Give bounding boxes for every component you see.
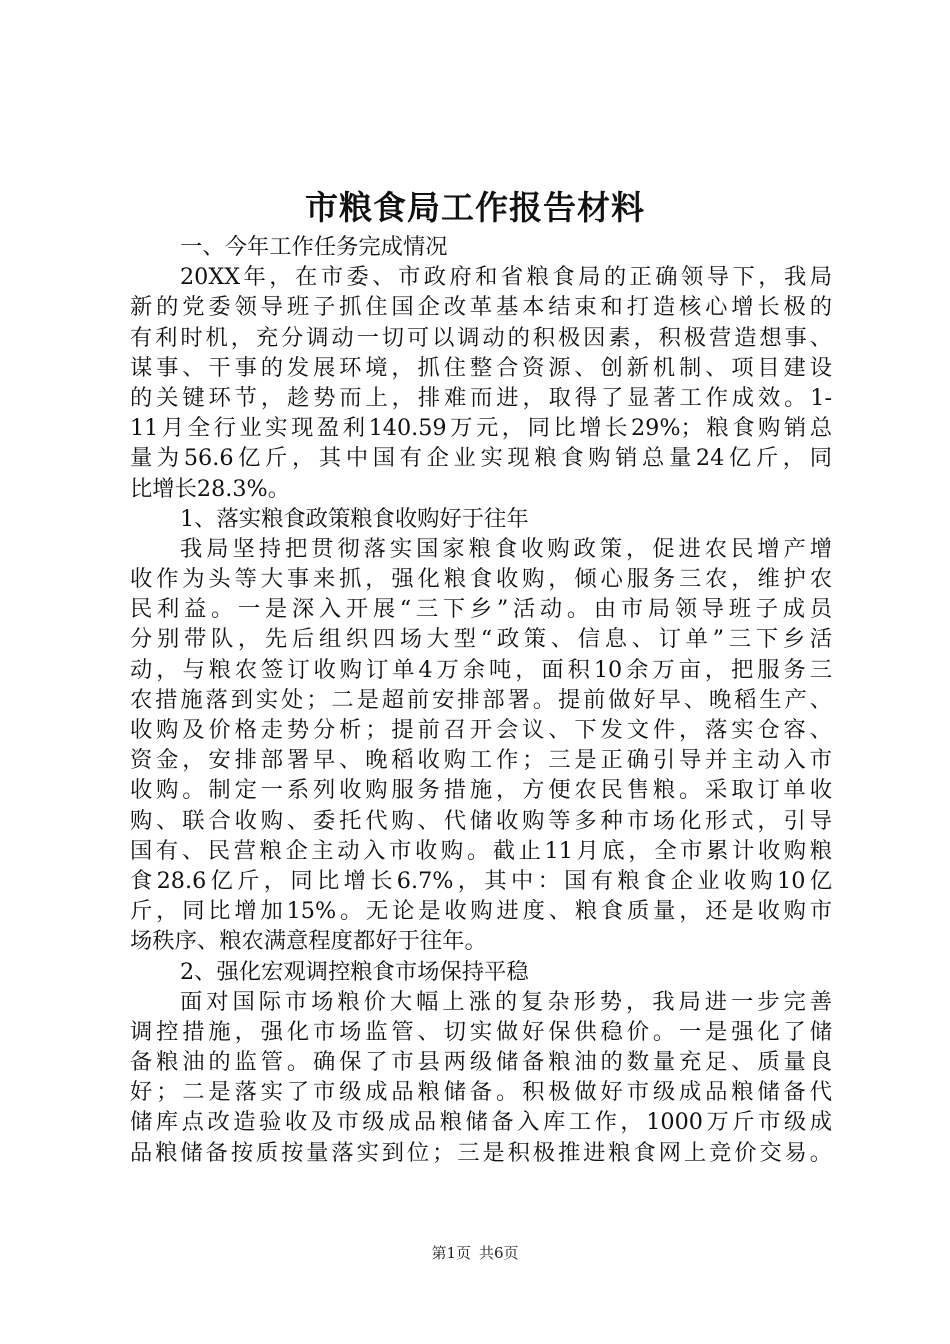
paragraph-line: 我局坚持把贯彻落实国家粮食收购政策，促进农民增产增 xyxy=(180,535,832,562)
paragraph-line: 食28.6亿斤，同比增长6.7%，其中：国有粮食企业收购10亿 xyxy=(130,867,832,894)
paragraph-line: 有利时机，充分调动一切可以调动的积极因素，积极营造想事、 xyxy=(130,324,832,351)
paragraph-line: 收购。制定一系列收购服务措施，方便农民售粮。采取订单收 xyxy=(130,777,832,804)
paragraph-line: 购、联合收购、委托代购、代储收购等多种市场化形式，引导 xyxy=(130,807,832,834)
paragraph-line: 11月全行业实现盈利140.59万元，同比增长29%；粮食购销总 xyxy=(130,415,832,442)
paragraph-line: 收作为头等大事来抓，强化粮食收购，倾心服务三农，维护农 xyxy=(130,566,832,593)
paragraph-line: 国有、民营粮企主动入市收购。截止11月底，全市累计收购粮 xyxy=(130,837,832,864)
section-heading: 一、今年工作任务完成情况 xyxy=(180,234,448,260)
paragraph-line: 20XX年，在市委、市政府和省粮食局的正确领导下，我局 xyxy=(180,264,832,291)
paragraph-line: 备粮油的监管。确保了市县两级储备粮油的数量充足、质量良 xyxy=(130,1049,832,1076)
page-number: 第1页 xyxy=(431,1244,471,1262)
paragraph-line: 斤，同比增加15%。无论是收购进度、粮食质量，还是收购市 xyxy=(130,898,832,925)
paragraph-line: 场秩序、粮农满意程度都好于往年。 xyxy=(130,928,487,955)
document-body xyxy=(130,232,832,1168)
paragraph-line: 收购及价格走势分析；提前召开会议、下发文件，落实仓容、 xyxy=(130,717,832,743)
paragraph-line: 资金，安排部署早、晚稻收购工作；三是正确引导并主动入市 xyxy=(130,747,832,774)
paragraph-line: 分别带队，先后组织四场大型“政策、信息、订单”三下乡活 xyxy=(130,626,832,653)
paragraph-line: 动，与粮农签订收购订单4万余吨，面积10余万亩，把服务三 xyxy=(130,656,832,683)
page-total: 共6页 xyxy=(479,1244,519,1262)
paragraph-line: 品粮储备按质按量落实到位；三是积极推进粮食网上竞价交易。 xyxy=(130,1139,832,1166)
paragraph-line: 比增长28.3%。 xyxy=(130,475,291,502)
paragraph-line: 的关键环节，趁势而上，排难而进，取得了显著工作成效。1- xyxy=(130,384,832,411)
paragraph-line: 量为56.6亿斤，其中国有企业实现粮食购销总量24亿斤，同 xyxy=(130,445,832,472)
document-title: 市粮食局工作报告材料 xyxy=(305,188,645,227)
page-footer xyxy=(0,1243,950,1263)
paragraph-line: 农措施落到实处；二是超前安排部署。提前做好早、晚稻生产、 xyxy=(130,686,832,713)
paragraph-line: 调控措施，强化市场监管、切实做好保供稳价。一是强化了储 xyxy=(130,1018,832,1045)
subsection-heading: 2、强化宏观调控粮食市场保持平稳 xyxy=(180,958,529,985)
paragraph-line: 好；二是落实了市级成品粮储备。积极做好市级成品粮储备代 xyxy=(130,1079,832,1106)
paragraph-line: 新的党委领导班子抓住国企改革基本结束和打造核心增长极的 xyxy=(130,294,832,321)
paragraph-line: 储库点改造验收及市级成品粮储备入库工作，1000万斤市级成 xyxy=(130,1109,832,1136)
paragraph-line: 民利益。一是深入开展“三下乡”活动。由市局领导班子成员 xyxy=(130,596,832,623)
subsection-heading: 1、落实粮食政策粮食收购好于往年 xyxy=(180,505,529,532)
paragraph-line: 面对国际市场粮价大幅上涨的复杂形势，我局进一步完善 xyxy=(180,988,832,1015)
paragraph-line: 谋事、干事的发展环境，抓住整合资源、创新机制、项目建设 xyxy=(130,354,832,381)
